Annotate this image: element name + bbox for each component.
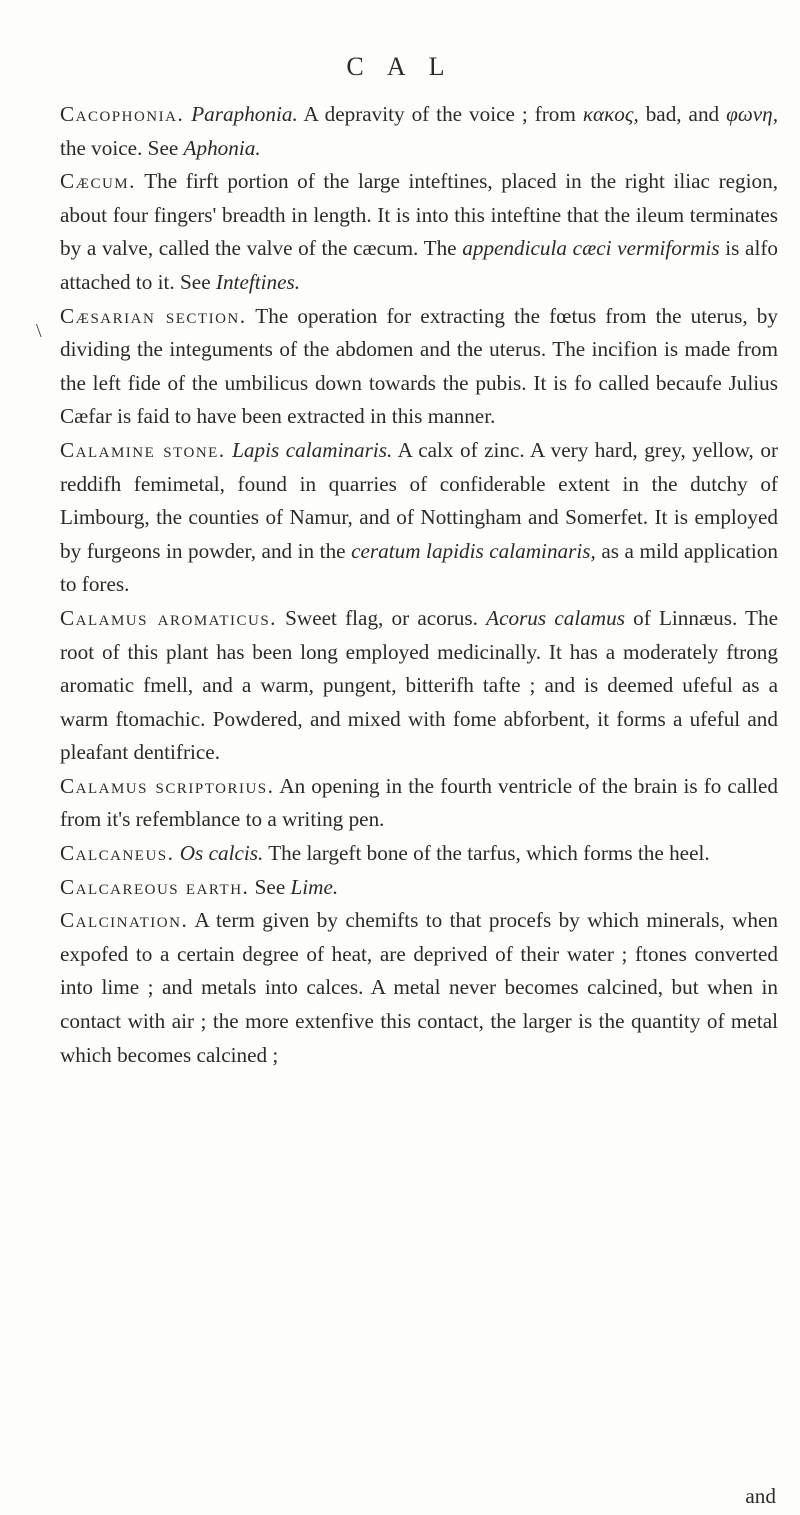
entry-calamus-aromaticus (60, 602, 778, 770)
entry-italic-text: Aphonia. (183, 135, 261, 160)
entry-caecum (60, 165, 778, 299)
catchword: and (745, 1484, 776, 1508)
entry-headword: Calamus aromaticus. (60, 605, 277, 630)
entry-italic-text: Acorus calamus (486, 605, 625, 630)
entry-italic-text: Os calcis. (179, 841, 264, 866)
entry-text: is alfo attached to it. See (60, 236, 778, 294)
entry-caesarian-section (60, 300, 778, 434)
entry-italic-text: κακος, (582, 102, 639, 126)
entry-text: A term given by chemifts to that procefs by which minerals, when expofed to a certain degree of heat, are deprived of their water ; ftones converted into lime ; and metals into calces. A metal never becomes calcined, but when in contact with air ; the more extenfive this contact, the larger is the quantity of metal which becomes calcined ; (60, 908, 778, 1067)
entry-italic-text: Paraphonia. (191, 102, 298, 126)
entry-calamus-scriptorius (60, 770, 778, 837)
entry-cacophonia (60, 98, 778, 165)
entry-text: The operation for extracting the fœtus from the uterus, by dividing the integuments of the abdomen and the uterus. The incifion is made from the left fide of the umbilicus down towards the pubis. It is fo called becaufe Julius Cæfar is faid to have been extracted in this manner. (60, 303, 778, 429)
entry-text: the voice. See (60, 135, 184, 160)
entry-text: of Linnæus. The root of this plant has been long employed medicinally. It has a moderately ftrong aromatic fmell, and a warm, pungent, bitterifh tafte ; and is deemed ufeful as a warm ftomachic. Powdered, and mixed with fome abforbent, it forms a ufeful and pleafant dentifrice. (60, 605, 778, 765)
entry-italic-text: appendicula cæci vermiformis (462, 236, 720, 261)
running-head: C A L (346, 52, 454, 81)
entry-text: The firft portion of the large inteftines, placed in the right iliac region, about four fingers' breadth in length. It is into this inteftine that the ileum terminates by a valve, called the valve of the cæcum. The (60, 169, 778, 261)
entry-text: The largeft bone of the tarfus, which forms the heel. (263, 841, 710, 866)
entry-text: A calx of zinc. A very hard, grey, yellow, or reddifh femimetal, found in quarries of confiderable extent in the dutchy of Limbourg, the counties of Namur, and of Nottingham and Somerfet. It is employed by furgeons in powder, and in the (60, 437, 778, 563)
entry-italic-text: ceratum lapidis calaminaris, (351, 538, 596, 563)
entry-italic-text: Inteftines. (215, 269, 301, 294)
entry-text: An opening in the fourth ventricle of the brain is fo called from it's refemblance to a writing pen. (60, 773, 779, 832)
dictionary-entries (60, 98, 778, 1072)
entry-italic-text: Lime. (290, 874, 339, 899)
entry-italic-text: Lapis calaminaris. (232, 437, 393, 462)
entry-headword: Cacophonia. (60, 102, 185, 126)
entry-text: bad, and (638, 102, 727, 126)
entry-text: Sweet flag, or acorus. (276, 605, 487, 630)
entry-italic-text: φωνη, (726, 102, 778, 126)
entry-text: as a mild application to fores. (60, 538, 778, 597)
entry-text: See (249, 874, 291, 899)
entry-headword: Cæcum. (60, 169, 136, 194)
margin-mark: \ (36, 320, 42, 342)
entry-calamine-stone (60, 434, 778, 602)
entry-headword: Cæsarian section. (60, 303, 247, 328)
entry-headword: Calcaneus. (60, 841, 175, 866)
entry-text: A depravity of the voice ; from (297, 102, 583, 126)
entry-calcination (60, 904, 778, 1072)
entry-headword: Calcareous earth. (60, 874, 250, 899)
entry-headword: Calcination. (60, 908, 189, 933)
entry-calcaneus (60, 837, 778, 871)
entry-headword: Calamine stone. (60, 437, 226, 462)
entry-calcareous-earth (60, 871, 778, 905)
entry-headword: Calamus scriptorius. (60, 773, 275, 798)
